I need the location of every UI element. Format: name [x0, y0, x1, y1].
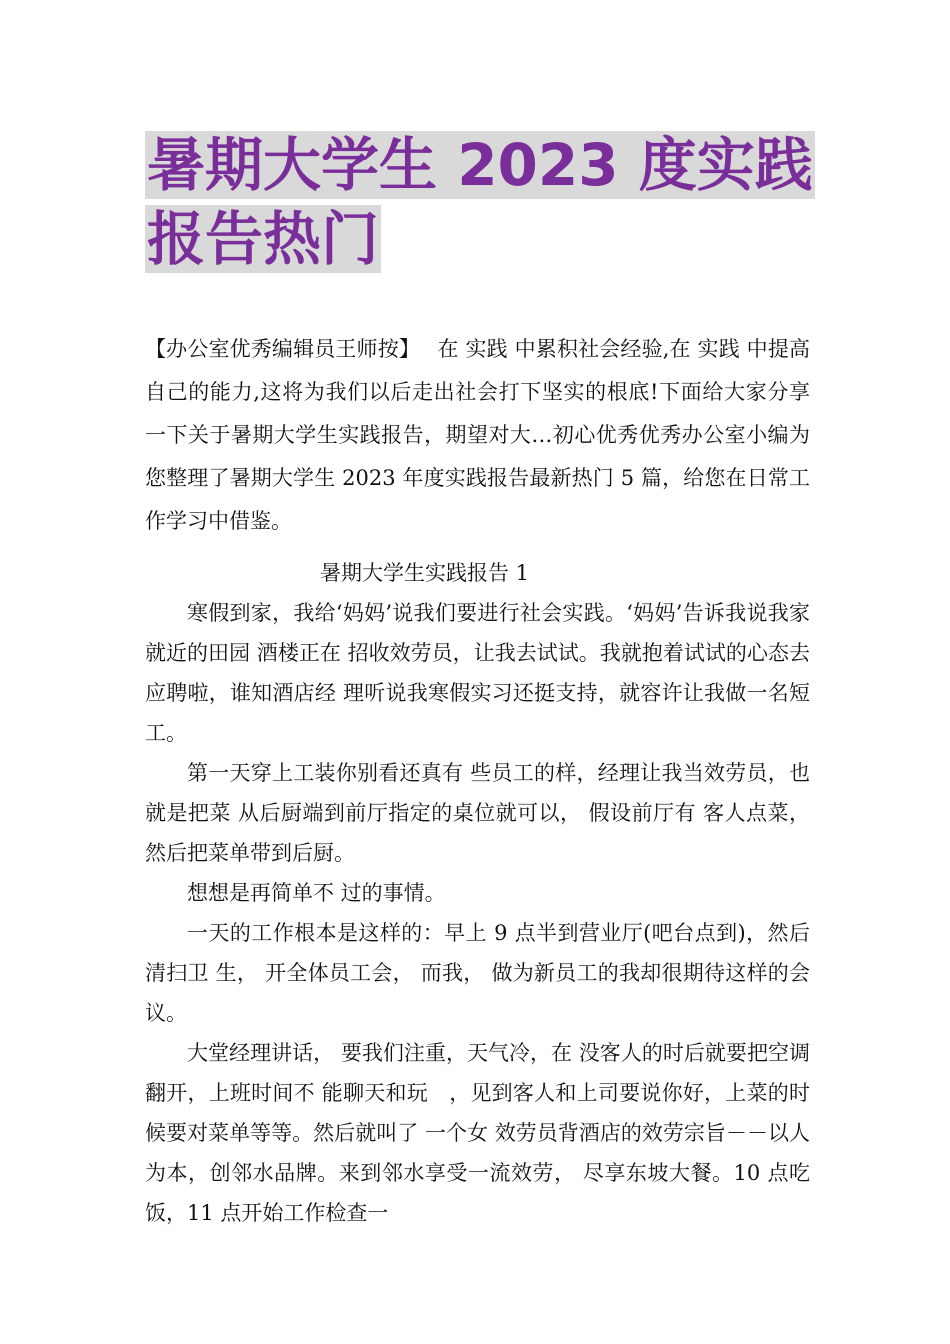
intro-paragraph: 【办公室优秀编辑员王师按】 在 实践 中累积社会经验,在 实践 中提高自己的能力,这将为我们以后走出社会打下坚实的根底!下面给大家分享一下关于暑期大学生实践报告，期望对大…初心优秀优秀办公室小编为您整理了暑期大学生 2023 年度实践报告最新热门 5 篇，给您在日常工作学习中借鉴。 [145, 337, 810, 533]
document-body [145, 328, 810, 1233]
document-title [145, 128, 815, 276]
body-paragraph-4: 一天的工作根本是这样的：早上 9 点半到营业厅(吧台点到)，然后清扫卫 生， 开全体员工会， 而我， 做为新员工的我却很期待这样的会议。 [145, 921, 810, 1025]
document-title-text: 暑期大学生 2023 度实践报告热门 [147, 131, 813, 273]
body-paragraph-1: 寒假到家，我给‘妈妈’说我们要进行社会实践。‘妈妈’告诉我说我家就近的田园 酒楼正在 招收效劳员，让我去试试。我就抱着试试的心态去应聘啦，谁知酒店经 理听说我寒假实习还挺支持，就容许让我做一名短工。 [145, 601, 810, 745]
body-paragraph-2: 第一天穿上工装你别看还真有 些员工的样，经理让我当效劳员，也就是把菜 从后厨端到前厅指定的桌位就可以， 假设前厅有 客人点菜， 然后把菜单带到后厨。 [145, 761, 810, 865]
section-heading: 暑期大学生实践报告 1 [320, 561, 530, 585]
body-paragraph-5: 大堂经理讲话， 要我们注重，天气冷，在 没客人的时后就要把空调翻开，上班时间不 能聊天和玩 ，见到客人和上司要说你好，上菜的时候要对菜单等等。然后就叫了 一个女 效劳员背酒店的效劳宗旨－－以人为本，创邻水品牌。来到邻水享受一流效劳， 尽享东坡大餐。10 点吃饭，11 点开始工作检查一 [145, 1041, 810, 1225]
body-paragraph-3: 想想是再简单不 过的事情。 [187, 881, 446, 905]
title-block [145, 128, 815, 276]
